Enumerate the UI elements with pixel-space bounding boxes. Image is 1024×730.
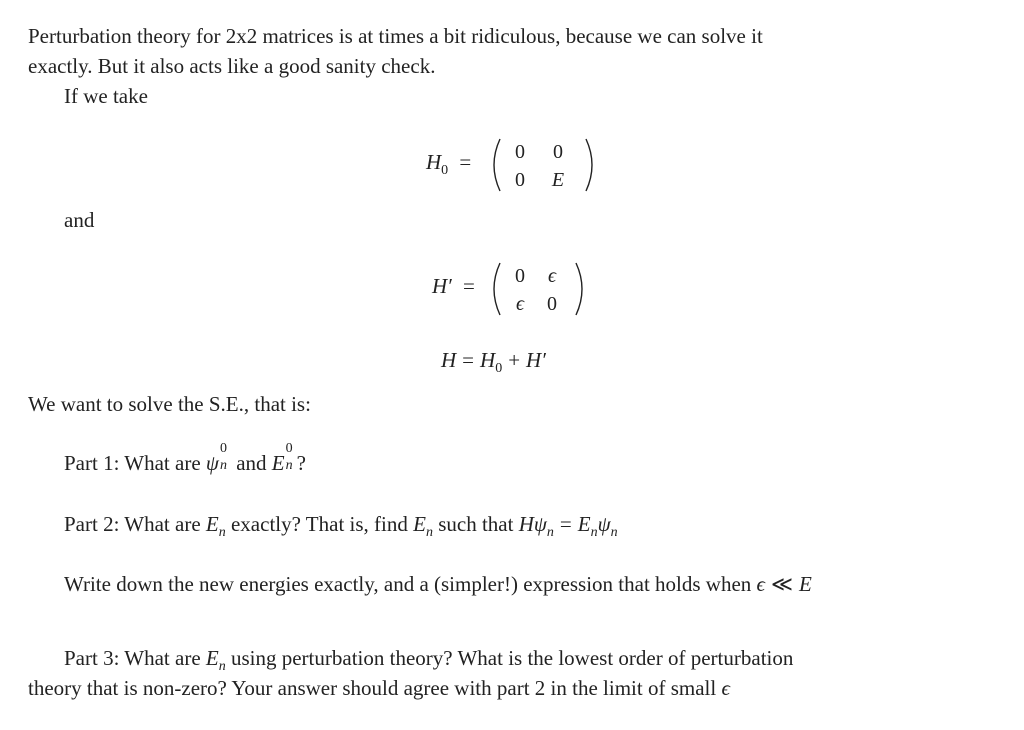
want-text: We want to solve the S.E., that is: [28,392,311,416]
hprime-cell-22: 0 [547,293,557,315]
part3-e: E [205,646,219,670]
hprime-cell-11: 0 [515,265,525,287]
part1-e-sup: 0 [285,441,293,456]
hsum-term1: H [480,348,496,372]
part1-question [64,441,306,475]
part3-line2-text: theory that is non-zero? Your answer should agree with part 2 in the limit of small [28,676,722,700]
and-text: and [64,208,95,232]
part1-e: E [271,451,285,475]
hsum-lhs: H [441,348,457,372]
part1-psi-sub: n [219,458,227,473]
part2-e2: E [413,512,426,536]
part2-h: H [518,512,534,536]
h0-equation-label [426,150,477,178]
h0-cell-12: 0 [553,141,563,163]
part1-suffix: ? [296,451,306,475]
part2-such: such that [432,512,519,536]
part2-question [64,512,618,540]
h0-matrix [490,137,570,193]
h0-matrix-brackets [490,137,600,193]
part2-e3-sub: n [590,525,598,540]
hprime-symbol: H′ [432,274,452,298]
part3-eps: ϵ [721,676,730,700]
part3-line-2 [28,678,730,699]
h0-equals: = [459,150,472,174]
part2-eq: = [559,512,572,536]
intro-line-2: exactly. But it also acts like a good sanity check. [28,54,436,78]
part2-prefix: Part 2: What are [64,512,206,536]
write-down-ll: ≪ [771,572,793,596]
part3-e-sub: n [218,659,226,674]
hsum-term2: H′ [526,348,546,372]
h0-symbol: H [426,150,442,174]
part2-e2-sub: n [425,525,433,540]
h0-cell-21: 0 [515,169,525,191]
part1-psi-sup: 0 [219,441,227,456]
part2-psi2: ψ [597,512,611,536]
part1-e-sub: n [285,458,293,473]
hprime-matrix [490,261,570,317]
part1-psi: ψ [205,451,219,475]
hsum-plus: + [508,348,521,372]
write-down-instruction [64,574,812,595]
part2-e: E [205,512,219,536]
hprime-cell-21: ϵ [515,293,525,315]
intro-line-3: If we take [64,84,148,108]
part3-line1-rest: using perturbation theory? What is the lowest order of perturbation [225,646,794,670]
write-down-text: Write down the new energies exactly, and a (simpler!) expression that holds when [64,572,757,596]
hamiltonian-sum-equation [441,348,546,376]
part2-middle: exactly? That is, find [225,512,414,536]
hsum-equals: = [462,348,475,372]
hsum-term1-sub: 0 [495,361,503,376]
intro-line-1: Perturbation theory for 2x2 matrices is at times a bit ridiculous, because we can solve it [28,24,763,48]
part2-psi2-sub: n [610,525,618,540]
part1-prefix: Part 1: What are [64,451,206,475]
part2-e-sub: n [218,525,226,540]
part1-e-scripts [285,441,297,473]
write-down-e: E [798,572,812,596]
write-down-eps: ϵ [756,572,765,596]
part3-line1-prefix: Part 3: What are [64,646,206,670]
hprime-equation-label [432,276,481,297]
h0-cell-11: 0 [515,141,525,163]
hprime-cell-12: ϵ [547,265,557,287]
part2-psi-sub: n [546,525,554,540]
h0-subscript: 0 [441,163,449,178]
part2-e3: E [577,512,591,536]
part1-psi-scripts [219,441,231,473]
part3-line-1 [64,646,794,674]
hprime-equals: = [463,274,475,298]
part1-middle: and [230,451,272,475]
h0-cell-22: E [551,169,565,191]
part2-psi: ψ [533,512,547,536]
